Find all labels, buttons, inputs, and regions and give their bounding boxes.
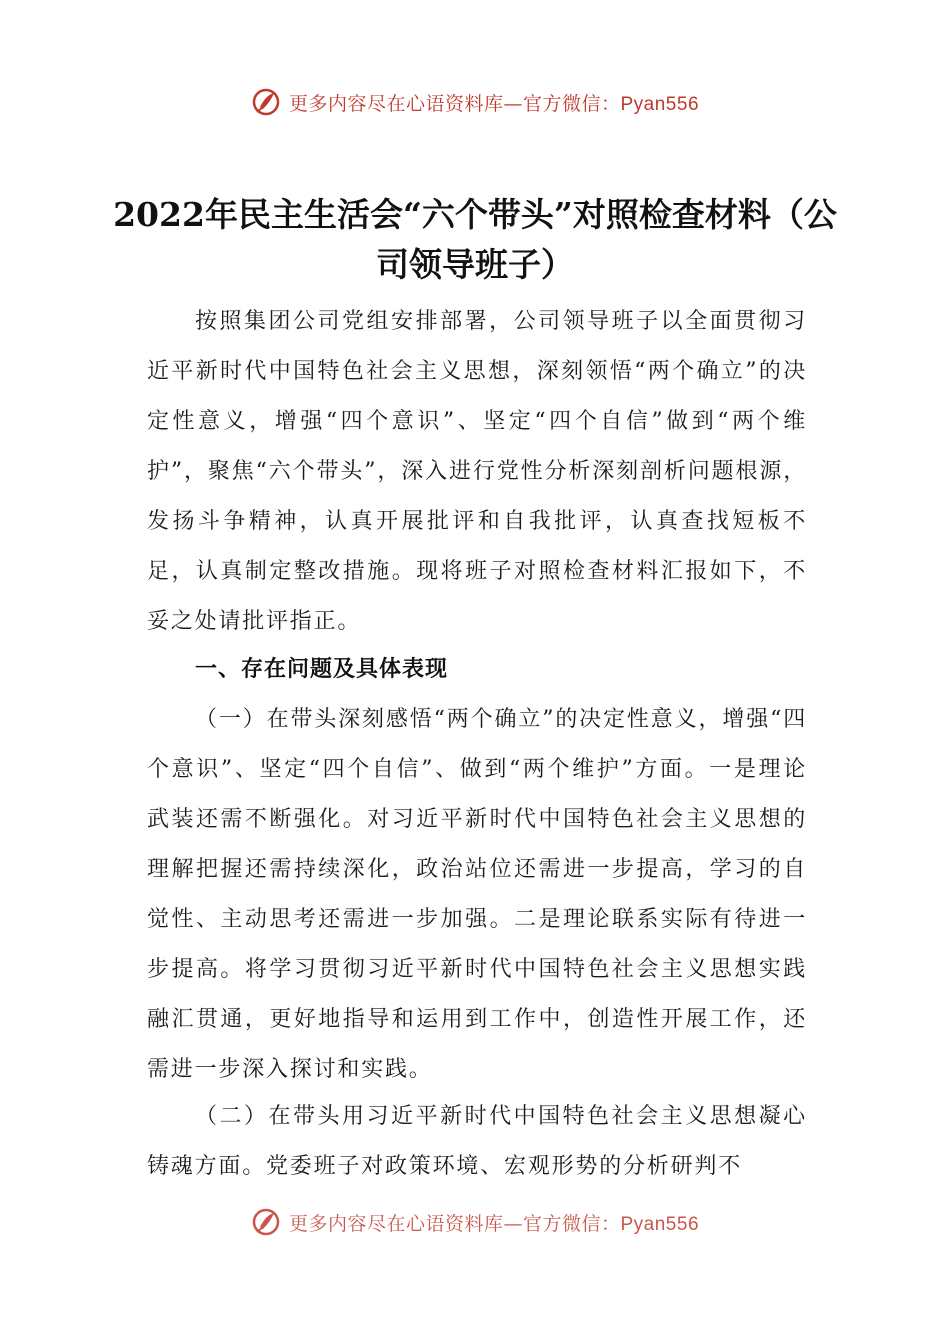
pen-logo-icon: [251, 1207, 281, 1237]
watermark-text: 更多内容尽在心语资料库—官方微信：: [288, 92, 621, 115]
footer-watermark: [0, 1204, 950, 1240]
section-heading: 一、存在问题及具体表现: [195, 657, 449, 682]
document-title: 2022年民主生活会“六个带头”对照检查材料（公司领导班子）: [113, 195, 837, 284]
watermark-wechat-id: Pyan556: [620, 93, 700, 115]
header-watermark: [0, 84, 950, 120]
problem-paragraph-2: （二）在带头用习近平新时代中国特色社会主义思想凝心铸魂方面。党委班子对政策环境、宏观形势的分析研判不: [147, 1104, 807, 1179]
pen-logo-icon: [251, 87, 281, 117]
watermark-text: 更多内容尽在心语资料库—官方微信：: [288, 1212, 621, 1235]
watermark-wechat-id: Pyan556: [620, 1213, 700, 1235]
problem-paragraph-1: （一）在带头深刻感悟“两个确立”的决定性意义，增强“四个意识”、坚定“四个自信”、做到“两个维护”方面。一是理论武装还需不断强化。对习近平新时代中国特色社会主义思想的理解把握还需持续深化，政治站位还需进一步提高，学习的自觉性、主动思考还需进一步加强。二是理论联系实际有待进一步提高。将学习贯彻习近平新时代中国特色社会主义思想实践融汇贯通，更好地指导和运用到工作中，创造性开展工作，还需进一步深入探讨和实践。: [147, 707, 807, 1082]
intro-paragraph: 按照集团公司党组安排部署，公司领导班子以全面贯彻习近平新时代中国特色社会主义思想，深刻领悟“两个确立”的决定性意义，增强“四个意识”、坚定“四个自信”做到“两个维护”，聚焦“六个带头”，深入进行党性分析深刻剖析问题根源，发扬斗争精神，认真开展批评和自我批评，认真查找短板不足，认真制定整改措施。现将班子对照检查材料汇报如下，不妥之处请批评指正。: [147, 309, 807, 634]
